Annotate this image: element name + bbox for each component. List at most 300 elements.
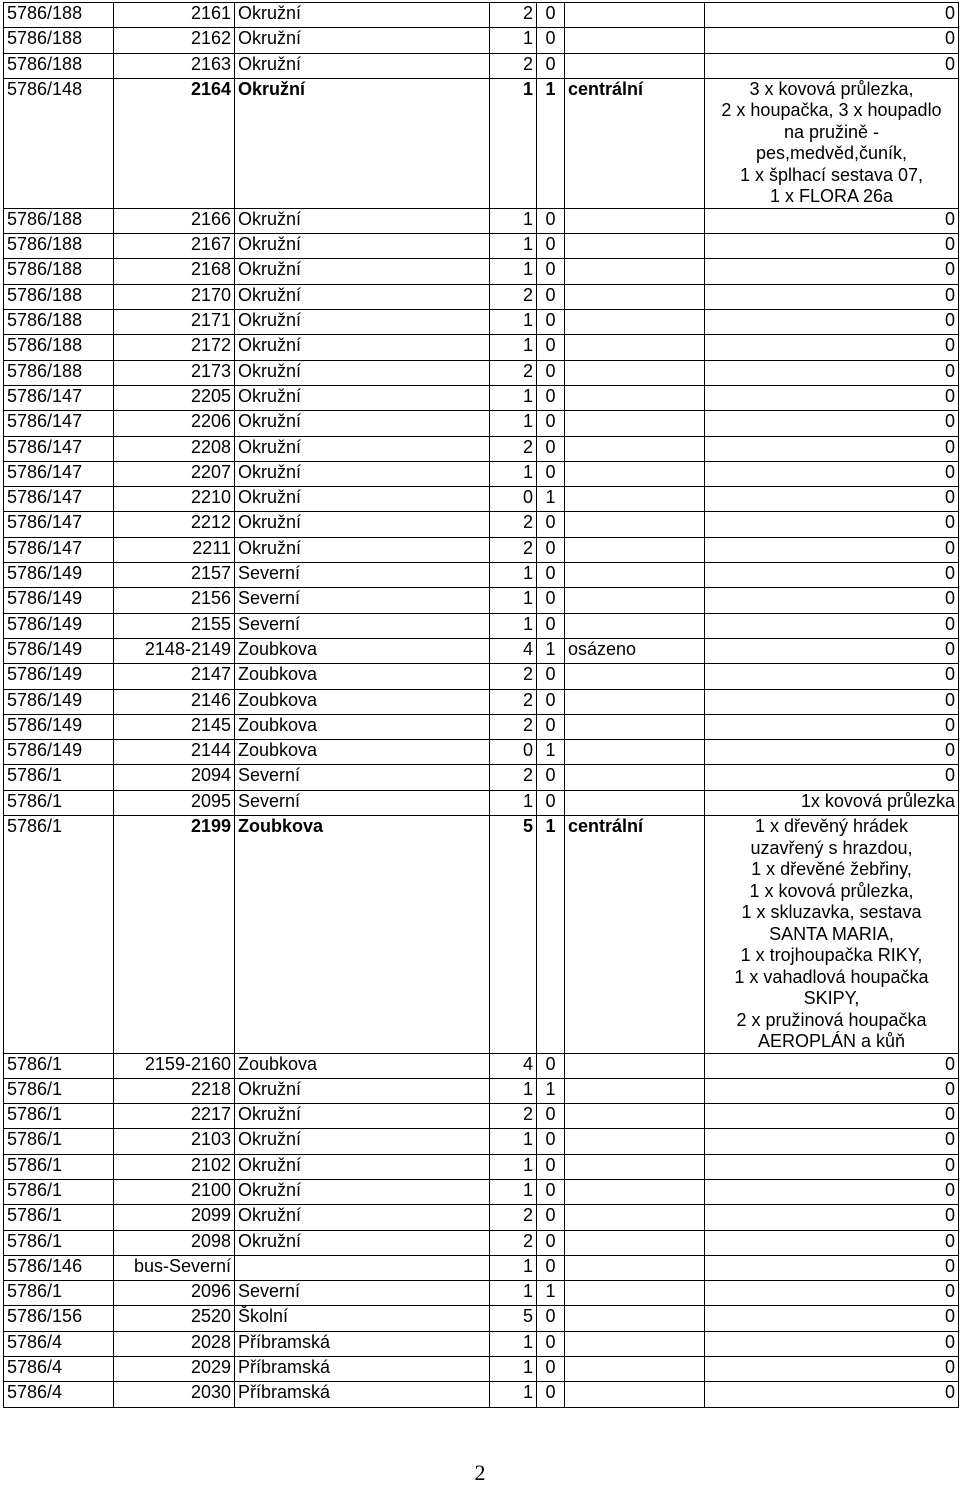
- type-cell: [565, 310, 705, 335]
- count-b-cell: 0: [537, 1129, 565, 1154]
- type-cell: [565, 208, 705, 233]
- street-cell: Okružní: [235, 1230, 490, 1255]
- street-cell: Zoubkova: [235, 664, 490, 689]
- table-row: [4, 28, 959, 53]
- parcel-cell: 5786/147: [4, 385, 114, 410]
- parcel-cell: 5786/188: [4, 3, 114, 28]
- count-b-cell: 1: [537, 487, 565, 512]
- table-row: [4, 3, 959, 28]
- id-cell: 2100: [114, 1180, 235, 1205]
- table-row: [4, 310, 959, 335]
- count-b-cell: 0: [537, 1104, 565, 1129]
- type-cell: [565, 385, 705, 410]
- count-a-cell: 1: [490, 1154, 537, 1179]
- parcel-cell: 5786/147: [4, 436, 114, 461]
- id-cell: 2146: [114, 689, 235, 714]
- table-row: [4, 1180, 959, 1205]
- parcel-cell: 5786/147: [4, 411, 114, 436]
- parcel-cell: 5786/149: [4, 714, 114, 739]
- parcel-cell: 5786/149: [4, 689, 114, 714]
- count-b-cell: 0: [537, 208, 565, 233]
- equipment-cell: 0: [705, 1053, 959, 1078]
- type-cell: [565, 1053, 705, 1078]
- parcel-cell: 5786/147: [4, 487, 114, 512]
- type-cell: [565, 689, 705, 714]
- equipment-cell: 0: [705, 411, 959, 436]
- count-a-cell: 1: [490, 335, 537, 360]
- id-cell: 2208: [114, 436, 235, 461]
- id-cell: 2096: [114, 1281, 235, 1306]
- parcel-cell: 5786/188: [4, 28, 114, 53]
- count-b-cell: 1: [537, 78, 565, 208]
- parcel-cell: 5786/4: [4, 1331, 114, 1356]
- type-cell: [565, 234, 705, 259]
- parcel-cell: 5786/4: [4, 1357, 114, 1382]
- id-cell: 2095: [114, 790, 235, 815]
- id-cell: 2161: [114, 3, 235, 28]
- table-row: [4, 259, 959, 284]
- table-row: [4, 360, 959, 385]
- count-a-cell: 2: [490, 1205, 537, 1230]
- count-a-cell: 0: [490, 487, 537, 512]
- street-cell: Zoubkova: [235, 638, 490, 663]
- equipment-cell: 0: [705, 1281, 959, 1306]
- table-row: [4, 1104, 959, 1129]
- table-row: [4, 563, 959, 588]
- count-a-cell: 1: [490, 259, 537, 284]
- table-row: [4, 461, 959, 486]
- type-cell: [565, 1129, 705, 1154]
- count-b-cell: 0: [537, 512, 565, 537]
- equipment-cell: 0: [705, 664, 959, 689]
- parcel-cell: 5786/4: [4, 1382, 114, 1407]
- type-cell: [565, 664, 705, 689]
- count-a-cell: 0: [490, 740, 537, 765]
- count-a-cell: 2: [490, 512, 537, 537]
- count-a-cell: 2: [490, 714, 537, 739]
- equipment-cell: 1x kovová průlezka: [705, 790, 959, 815]
- count-b-cell: 0: [537, 1230, 565, 1255]
- count-b-cell: 0: [537, 335, 565, 360]
- equipment-cell: 0: [705, 335, 959, 360]
- street-cell: Severní: [235, 613, 490, 638]
- table-row: [4, 53, 959, 78]
- count-a-cell: 1: [490, 234, 537, 259]
- type-cell: [565, 1255, 705, 1280]
- equipment-cell: 0: [705, 461, 959, 486]
- type-cell: [565, 1104, 705, 1129]
- parcel-cell: 5786/156: [4, 1306, 114, 1331]
- count-b-cell: 0: [537, 1154, 565, 1179]
- type-cell: [565, 284, 705, 309]
- parcel-cell: 5786/149: [4, 740, 114, 765]
- parcel-cell: 5786/146: [4, 1255, 114, 1280]
- table-row: [4, 1078, 959, 1103]
- street-cell: Okružní: [235, 28, 490, 53]
- type-cell: [565, 1281, 705, 1306]
- equipment-cell: 0: [705, 563, 959, 588]
- table-row: [4, 1357, 959, 1382]
- street-cell: Okružní: [235, 487, 490, 512]
- id-cell: bus-Severní: [114, 1255, 235, 1280]
- parcel-cell: 5786/1: [4, 1205, 114, 1230]
- table-row: [4, 816, 959, 1054]
- id-cell: 2173: [114, 360, 235, 385]
- count-b-cell: 0: [537, 714, 565, 739]
- type-cell: [565, 53, 705, 78]
- count-a-cell: 1: [490, 385, 537, 410]
- count-b-cell: 0: [537, 1205, 565, 1230]
- type-cell: [565, 3, 705, 28]
- equipment-cell: 0: [705, 537, 959, 562]
- equipment-cell: 0: [705, 1230, 959, 1255]
- equipment-cell: 0: [705, 487, 959, 512]
- equipment-cell: 0: [705, 740, 959, 765]
- table-row: [4, 1306, 959, 1331]
- equipment-cell: 0: [705, 588, 959, 613]
- count-b-cell: 0: [537, 1331, 565, 1356]
- id-cell: 2103: [114, 1129, 235, 1154]
- count-b-cell: 0: [537, 53, 565, 78]
- count-b-cell: 0: [537, 310, 565, 335]
- equipment-cell: 1 x dřevěný hrádek uzavřený s hrazdou, 1 x dřevěné žebřiny, 1 x kovová průlezka, 1 x skluzavka, sestava SANTA MARIA, 1 x trojhoupačka RIKY, 1 x vahadlová houpačka SKIPY, 2 x pružinová houpačka AEROPLÁN a kůň: [705, 816, 959, 1054]
- type-cell: [565, 613, 705, 638]
- parcel-cell: 5786/188: [4, 259, 114, 284]
- equipment-cell: 0: [705, 208, 959, 233]
- equipment-cell: 0: [705, 765, 959, 790]
- parcel-cell: 5786/149: [4, 664, 114, 689]
- street-cell: Zoubkova: [235, 1053, 490, 1078]
- equipment-cell: 0: [705, 1180, 959, 1205]
- equipment-cell: 0: [705, 234, 959, 259]
- count-a-cell: 1: [490, 1180, 537, 1205]
- type-cell: [565, 1382, 705, 1407]
- id-cell: 2157: [114, 563, 235, 588]
- street-cell: Severní: [235, 1281, 490, 1306]
- table-row: [4, 208, 959, 233]
- street-cell: Okružní: [235, 1104, 490, 1129]
- count-b-cell: 1: [537, 1281, 565, 1306]
- type-cell: [565, 461, 705, 486]
- type-cell: [565, 512, 705, 537]
- id-cell: 2520: [114, 1306, 235, 1331]
- count-a-cell: 2: [490, 3, 537, 28]
- parcel-cell: 5786/1: [4, 1053, 114, 1078]
- type-cell: [565, 411, 705, 436]
- type-cell: [565, 537, 705, 562]
- table-body: [4, 3, 959, 1408]
- street-cell: Příbramská: [235, 1331, 490, 1356]
- street-cell: Zoubkova: [235, 689, 490, 714]
- parcel-cell: 5786/149: [4, 613, 114, 638]
- equipment-cell: 0: [705, 512, 959, 537]
- street-cell: Okružní: [235, 1205, 490, 1230]
- parcel-cell: 5786/1: [4, 1104, 114, 1129]
- count-b-cell: 0: [537, 563, 565, 588]
- type-cell: [565, 487, 705, 512]
- type-cell: [565, 1078, 705, 1103]
- street-cell: Okružní: [235, 360, 490, 385]
- parcel-cell: 5786/1: [4, 765, 114, 790]
- id-cell: 2166: [114, 208, 235, 233]
- count-b-cell: 0: [537, 1053, 565, 1078]
- count-a-cell: 1: [490, 1382, 537, 1407]
- street-cell: Okružní: [235, 1180, 490, 1205]
- count-a-cell: 2: [490, 53, 537, 78]
- count-b-cell: 0: [537, 765, 565, 790]
- equipment-cell: 0: [705, 28, 959, 53]
- count-b-cell: 0: [537, 360, 565, 385]
- type-cell: [565, 563, 705, 588]
- equipment-cell: 0: [705, 360, 959, 385]
- type-cell: [565, 28, 705, 53]
- type-cell: [565, 588, 705, 613]
- count-a-cell: 1: [490, 790, 537, 815]
- equipment-cell: 0: [705, 689, 959, 714]
- count-a-cell: 2: [490, 284, 537, 309]
- id-cell: 2210: [114, 487, 235, 512]
- table-row: [4, 1154, 959, 1179]
- street-cell: Okružní: [235, 537, 490, 562]
- table-row: [4, 790, 959, 815]
- count-b-cell: 0: [537, 28, 565, 53]
- parcel-cell: 5786/188: [4, 234, 114, 259]
- equipment-cell: 0: [705, 1104, 959, 1129]
- count-b-cell: 0: [537, 613, 565, 638]
- id-cell: 2030: [114, 1382, 235, 1407]
- count-a-cell: 2: [490, 1104, 537, 1129]
- count-a-cell: 1: [490, 1255, 537, 1280]
- equipment-cell: 0: [705, 259, 959, 284]
- table-row: [4, 385, 959, 410]
- id-cell: 2168: [114, 259, 235, 284]
- parcel-cell: 5786/188: [4, 310, 114, 335]
- parcel-cell: 5786/188: [4, 335, 114, 360]
- street-cell: Okružní: [235, 3, 490, 28]
- type-cell: [565, 335, 705, 360]
- type-cell: [565, 790, 705, 815]
- count-a-cell: 4: [490, 1053, 537, 1078]
- type-cell: [565, 1331, 705, 1356]
- type-cell: centrální: [565, 816, 705, 1054]
- type-cell: [565, 436, 705, 461]
- table-row: [4, 613, 959, 638]
- count-a-cell: 2: [490, 689, 537, 714]
- equipment-cell: 0: [705, 1078, 959, 1103]
- count-a-cell: 2: [490, 537, 537, 562]
- equipment-cell: 0: [705, 1306, 959, 1331]
- type-cell: [565, 1180, 705, 1205]
- count-a-cell: 1: [490, 1281, 537, 1306]
- id-cell: 2207: [114, 461, 235, 486]
- street-cell: Severní: [235, 765, 490, 790]
- street-cell: Okružní: [235, 208, 490, 233]
- table-row: [4, 765, 959, 790]
- id-cell: 2102: [114, 1154, 235, 1179]
- count-b-cell: 0: [537, 689, 565, 714]
- count-b-cell: 0: [537, 1357, 565, 1382]
- table-row: [4, 1129, 959, 1154]
- parcel-cell: 5786/1: [4, 790, 114, 815]
- table-row: [4, 588, 959, 613]
- parcel-cell: 5786/188: [4, 360, 114, 385]
- count-b-cell: 0: [537, 436, 565, 461]
- type-cell: osázeno: [565, 638, 705, 663]
- count-b-cell: 0: [537, 1382, 565, 1407]
- table-row: [4, 714, 959, 739]
- id-cell: 2156: [114, 588, 235, 613]
- inventory-table: [3, 2, 959, 1408]
- equipment-cell: 0: [705, 1255, 959, 1280]
- table-row: [4, 78, 959, 208]
- count-b-cell: 1: [537, 638, 565, 663]
- id-cell: 2211: [114, 537, 235, 562]
- parcel-cell: 5786/188: [4, 284, 114, 309]
- count-b-cell: 1: [537, 740, 565, 765]
- id-cell: 2172: [114, 335, 235, 360]
- table-row: [4, 436, 959, 461]
- equipment-cell: 0: [705, 714, 959, 739]
- parcel-cell: 5786/1: [4, 1180, 114, 1205]
- id-cell: 2028: [114, 1331, 235, 1356]
- count-a-cell: 1: [490, 588, 537, 613]
- count-b-cell: 1: [537, 816, 565, 1054]
- street-cell: Okružní: [235, 436, 490, 461]
- parcel-cell: 5786/147: [4, 537, 114, 562]
- count-b-cell: 0: [537, 284, 565, 309]
- count-a-cell: 1: [490, 28, 537, 53]
- table-row: [4, 411, 959, 436]
- count-a-cell: 1: [490, 1331, 537, 1356]
- count-b-cell: 0: [537, 259, 565, 284]
- id-cell: 2094: [114, 765, 235, 790]
- equipment-cell: 0: [705, 284, 959, 309]
- parcel-cell: 5786/1: [4, 1078, 114, 1103]
- type-cell: [565, 714, 705, 739]
- count-b-cell: 0: [537, 1255, 565, 1280]
- count-b-cell: 0: [537, 234, 565, 259]
- street-cell: Okružní: [235, 1129, 490, 1154]
- equipment-cell: 0: [705, 1129, 959, 1154]
- street-cell: Okružní: [235, 284, 490, 309]
- id-cell: 2206: [114, 411, 235, 436]
- id-cell: 2212: [114, 512, 235, 537]
- count-a-cell: 2: [490, 765, 537, 790]
- id-cell: 2163: [114, 53, 235, 78]
- street-cell: Severní: [235, 588, 490, 613]
- count-b-cell: 0: [537, 790, 565, 815]
- id-cell: 2199: [114, 816, 235, 1054]
- type-cell: [565, 1205, 705, 1230]
- parcel-cell: 5786/149: [4, 638, 114, 663]
- id-cell: 2171: [114, 310, 235, 335]
- count-b-cell: 0: [537, 385, 565, 410]
- count-a-cell: 1: [490, 563, 537, 588]
- equipment-cell: 0: [705, 638, 959, 663]
- street-cell: Okružní: [235, 385, 490, 410]
- table-row: [4, 1230, 959, 1255]
- count-a-cell: 1: [490, 1078, 537, 1103]
- id-cell: 2218: [114, 1078, 235, 1103]
- count-a-cell: 5: [490, 816, 537, 1054]
- table-row: [4, 335, 959, 360]
- id-cell: 2167: [114, 234, 235, 259]
- equipment-cell: 0: [705, 385, 959, 410]
- count-a-cell: 5: [490, 1306, 537, 1331]
- street-cell: Okružní: [235, 1154, 490, 1179]
- type-cell: [565, 259, 705, 284]
- equipment-cell: 0: [705, 1331, 959, 1356]
- equipment-cell: 0: [705, 1382, 959, 1407]
- count-b-cell: 0: [537, 588, 565, 613]
- table-row: [4, 1205, 959, 1230]
- id-cell: 2155: [114, 613, 235, 638]
- count-b-cell: 0: [537, 537, 565, 562]
- count-b-cell: 0: [537, 1306, 565, 1331]
- count-b-cell: 0: [537, 664, 565, 689]
- count-a-cell: 1: [490, 1357, 537, 1382]
- count-a-cell: 1: [490, 208, 537, 233]
- parcel-cell: 5786/188: [4, 208, 114, 233]
- id-cell: 2029: [114, 1357, 235, 1382]
- street-cell: Školní: [235, 1306, 490, 1331]
- table-row: [4, 1331, 959, 1356]
- type-cell: [565, 360, 705, 385]
- id-cell: 2099: [114, 1205, 235, 1230]
- count-a-cell: 1: [490, 461, 537, 486]
- parcel-cell: 5786/149: [4, 563, 114, 588]
- id-cell: 2147: [114, 664, 235, 689]
- count-b-cell: 0: [537, 1180, 565, 1205]
- table-row: [4, 1053, 959, 1078]
- count-a-cell: 1: [490, 310, 537, 335]
- id-cell: 2144: [114, 740, 235, 765]
- type-cell: [565, 740, 705, 765]
- id-cell: 2148-2149: [114, 638, 235, 663]
- street-cell: Okružní: [235, 461, 490, 486]
- parcel-cell: 5786/149: [4, 588, 114, 613]
- equipment-cell: 0: [705, 1357, 959, 1382]
- street-cell: Zoubkova: [235, 816, 490, 1054]
- id-cell: 2205: [114, 385, 235, 410]
- type-cell: [565, 1230, 705, 1255]
- equipment-cell: 0: [705, 53, 959, 78]
- count-a-cell: 1: [490, 613, 537, 638]
- street-cell: Zoubkova: [235, 714, 490, 739]
- type-cell: [565, 1357, 705, 1382]
- equipment-cell: 0: [705, 1205, 959, 1230]
- table-row: [4, 664, 959, 689]
- id-cell: 2159-2160: [114, 1053, 235, 1078]
- table-row: [4, 740, 959, 765]
- count-a-cell: 4: [490, 638, 537, 663]
- street-cell: Příbramská: [235, 1357, 490, 1382]
- parcel-cell: 5786/1: [4, 1281, 114, 1306]
- table-row: [4, 537, 959, 562]
- id-cell: 2162: [114, 28, 235, 53]
- equipment-cell: 3 x kovová průlezka, 2 x houpačka, 3 x houpadlo na pružině - pes,medvěd,čuník, 1 x šplhací sestava 07, 1 x FLORA 26a: [705, 78, 959, 208]
- id-cell: 2164: [114, 78, 235, 208]
- id-cell: 2145: [114, 714, 235, 739]
- count-b-cell: 0: [537, 461, 565, 486]
- parcel-cell: 5786/148: [4, 78, 114, 208]
- count-a-cell: 1: [490, 78, 537, 208]
- street-cell: Zoubkova: [235, 740, 490, 765]
- count-b-cell: 0: [537, 3, 565, 28]
- parcel-cell: 5786/147: [4, 512, 114, 537]
- type-cell: [565, 1306, 705, 1331]
- type-cell: centrální: [565, 78, 705, 208]
